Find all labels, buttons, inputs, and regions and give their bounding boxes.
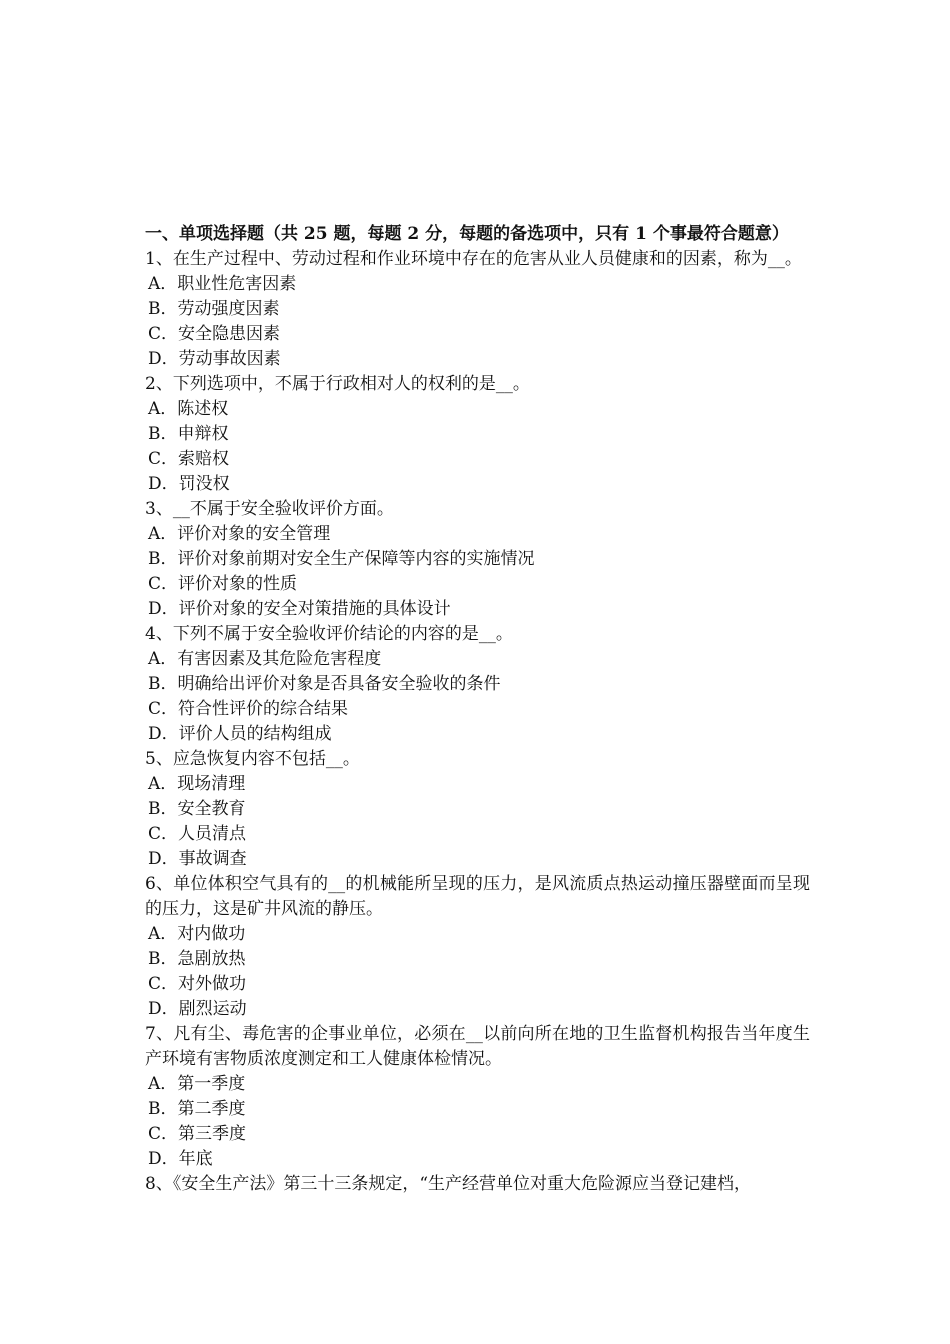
question-text: 4、下列不属于安全验收评价结论的内容的是__。 — [145, 624, 513, 644]
option-a: A．现场清理 — [148, 774, 246, 794]
question-text: 5、应急恢复内容不包括__。 — [145, 749, 360, 769]
option-b: B．急剧放热 — [148, 949, 246, 969]
section-title: 一、单项选择题（共 25 题，每题 2 分，每题的备选项中，只有 1 个事最符合题意） — [145, 224, 789, 244]
option-a: A．有害因素及其危险危害程度 — [148, 649, 382, 669]
option-d: D．剧烈运动 — [148, 999, 247, 1019]
option-c: C．索赔权 — [148, 449, 230, 469]
question-5 — [145, 747, 810, 872]
option-d: D．年底 — [148, 1149, 213, 1169]
option-a: A．职业性危害因素 — [148, 274, 297, 294]
question-1 — [145, 247, 810, 372]
question-text: 2、下列选项中，不属于行政相对人的权利的是__。 — [145, 374, 530, 394]
question-8 — [145, 1172, 810, 1197]
option-d: D．罚没权 — [148, 474, 230, 494]
option-d: D．评价对象的安全对策措施的具体设计 — [148, 599, 451, 619]
option-d: D．评价人员的结构组成 — [148, 724, 332, 744]
option-b: B．劳动强度因素 — [148, 299, 280, 319]
option-b: B．申辩权 — [148, 424, 229, 444]
question-text: 8、《安全生产法》第三十三条规定，“生产经营单位对重大危险源应当登记建档， — [145, 1174, 752, 1194]
option-b: B．明确给出评价对象是否具备安全验收的条件 — [148, 674, 501, 694]
option-c: C．安全隐患因素 — [148, 324, 281, 344]
option-d: D．劳动事故因素 — [148, 349, 281, 369]
question-text: 7、凡有尘、毒危害的企事业单位，必须在__以前向所在地的卫生监督机构报告当年度生产环境有害物质浓度测定和工人健康体检情况。 — [145, 1024, 810, 1069]
option-a: A．对内做功 — [148, 924, 246, 944]
option-a: A．陈述权 — [148, 399, 229, 419]
option-c: C．对外做功 — [148, 974, 247, 994]
option-c: C．评价对象的性质 — [148, 574, 298, 594]
question-4 — [145, 622, 810, 747]
option-b: B．第二季度 — [148, 1099, 246, 1119]
question-text: 6、单位体积空气具有的__的机械能所呈现的压力，是风流质点热运动撞压器壁面而呈现的压力，这是矿井风流的静压。 — [145, 874, 810, 919]
option-b: B．安全教育 — [148, 799, 246, 819]
option-d: D．事故调查 — [148, 849, 247, 869]
option-c: C．第三季度 — [148, 1124, 247, 1144]
question-3 — [145, 497, 810, 622]
option-c: C．人员清点 — [148, 824, 247, 844]
question-7 — [145, 1022, 810, 1172]
question-2 — [145, 372, 810, 497]
option-c: C．符合性评价的综合结果 — [148, 699, 349, 719]
option-b: B．评价对象前期对安全生产保障等内容的实施情况 — [148, 549, 535, 569]
option-a: A．评价对象的安全管理 — [148, 524, 331, 544]
document-page — [145, 222, 810, 1197]
question-6 — [145, 872, 810, 1022]
option-a: A．第一季度 — [148, 1074, 246, 1094]
question-text: 3、__不属于安全验收评价方面。 — [145, 499, 394, 519]
question-text: 1、在生产过程中、劳动过程和作业环境中存在的危害从业人员健康和的因素，称为__。 — [145, 249, 802, 269]
